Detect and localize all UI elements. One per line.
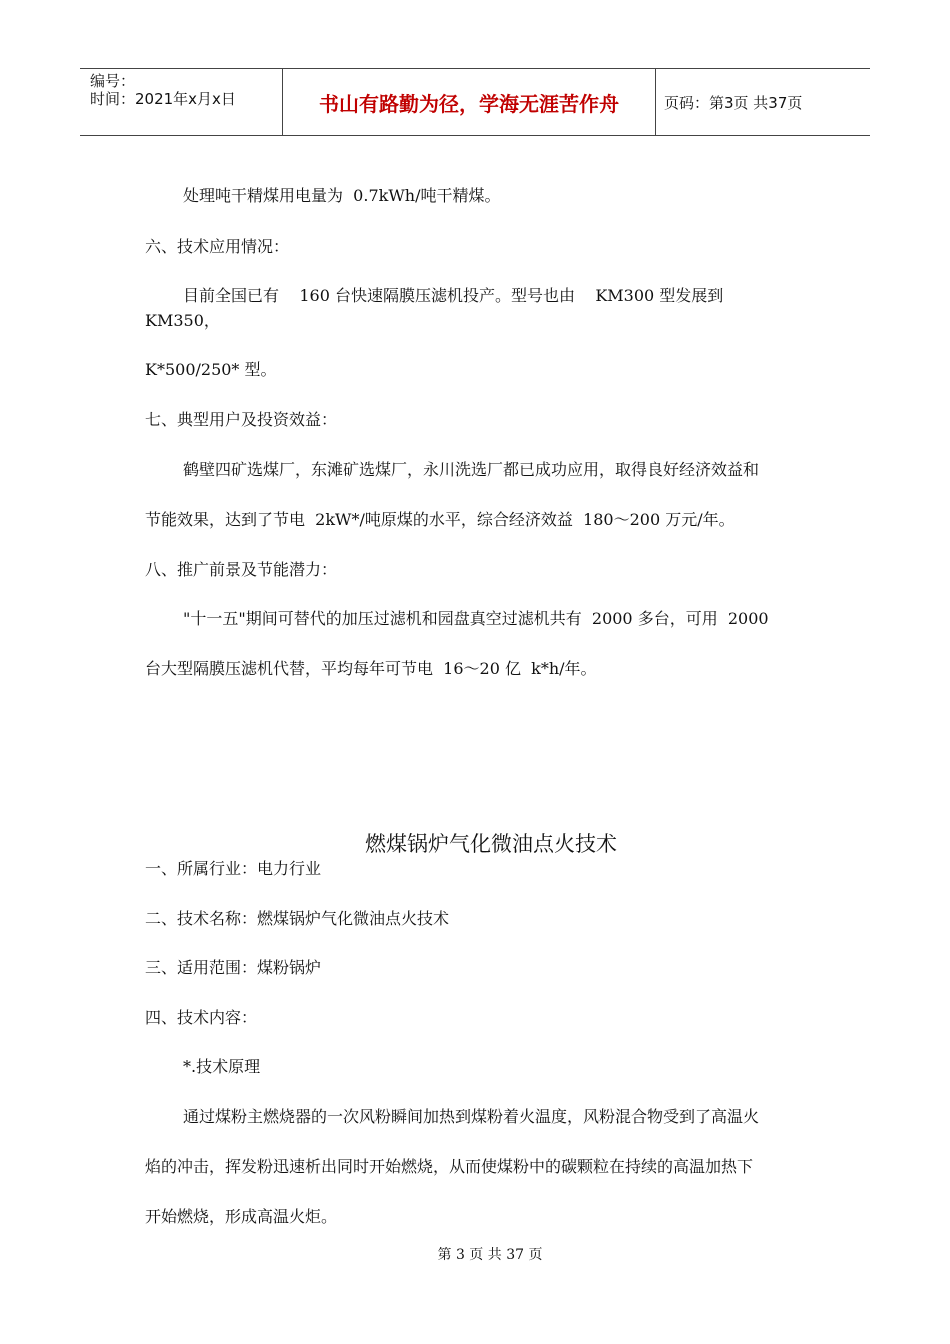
body-line: 焰的冲击，挥发粉迅速析出同时开始燃烧，从而使煤粉中的碳颗粒在持续的高温加热下 — [145, 1157, 754, 1176]
body-line: 目前全国已有 160 台快速隔膜压滤机投产。型号也由 KM300 型发展到 — [183, 286, 724, 305]
body-line: "十一五"期间可替代的加压过滤机和园盘真空过滤机共有 2000 多台，可用 2000 — [183, 609, 769, 628]
section-heading: 二、技术名称：燃煤锅炉气化微油点火技术 — [145, 909, 450, 928]
body-line: 开始燃烧，形成高温火炬。 — [145, 1207, 338, 1226]
section-heading: 四、技术内容： — [145, 1008, 258, 1027]
section-heading: 一、所属行业：电力行业 — [145, 859, 322, 878]
header-meta — [80, 69, 282, 135]
body-line: 处理吨干精煤用电量为 0.7kWh/吨干精煤。 — [183, 186, 501, 205]
header-motto: 书山有路勤为径，学海无涯苦作舟 — [282, 69, 656, 135]
section-title: 燃煤锅炉气化微油点火技术 — [365, 832, 617, 856]
document-time-label: 时间：2021年x月x日 — [90, 90, 236, 108]
header-page-info: 页码：第3页 共37页 — [664, 93, 803, 112]
body-line: KM350， — [145, 311, 220, 330]
section-heading: 六、技术应用情况： — [145, 237, 290, 256]
sub-heading: *.技术原理 — [183, 1057, 261, 1076]
body-line: K*500/250* 型。 — [145, 360, 277, 379]
body-line: 通过煤粉主燃烧器的一次风粉瞬间加热到煤粉着火温度，风粉混合物受到了高温火 — [183, 1107, 760, 1126]
page-header — [80, 68, 870, 136]
body-line: 鹤壁四矿选煤厂，东滩矿选煤厂，永川洗选厂都已成功应用，取得良好经济效益和 — [183, 460, 760, 479]
section-heading: 八、推广前景及节能潜力： — [145, 560, 338, 579]
body-line: 台大型隔膜压滤机代替，平均每年可节电 16～20 亿 k*h/年。 — [145, 659, 597, 678]
page-footer: 第 3 页 共 37 页 — [437, 1247, 543, 1263]
section-heading: 三、适用范围：煤粉锅炉 — [145, 958, 322, 977]
section-heading: 七、典型用户及投资效益： — [145, 410, 338, 429]
document-number-label: 编号： — [90, 72, 136, 90]
body-line: 节能效果，达到了节电 2kW*/吨原煤的水平，综合经济效益 180～200 万元/年。 — [145, 510, 735, 529]
